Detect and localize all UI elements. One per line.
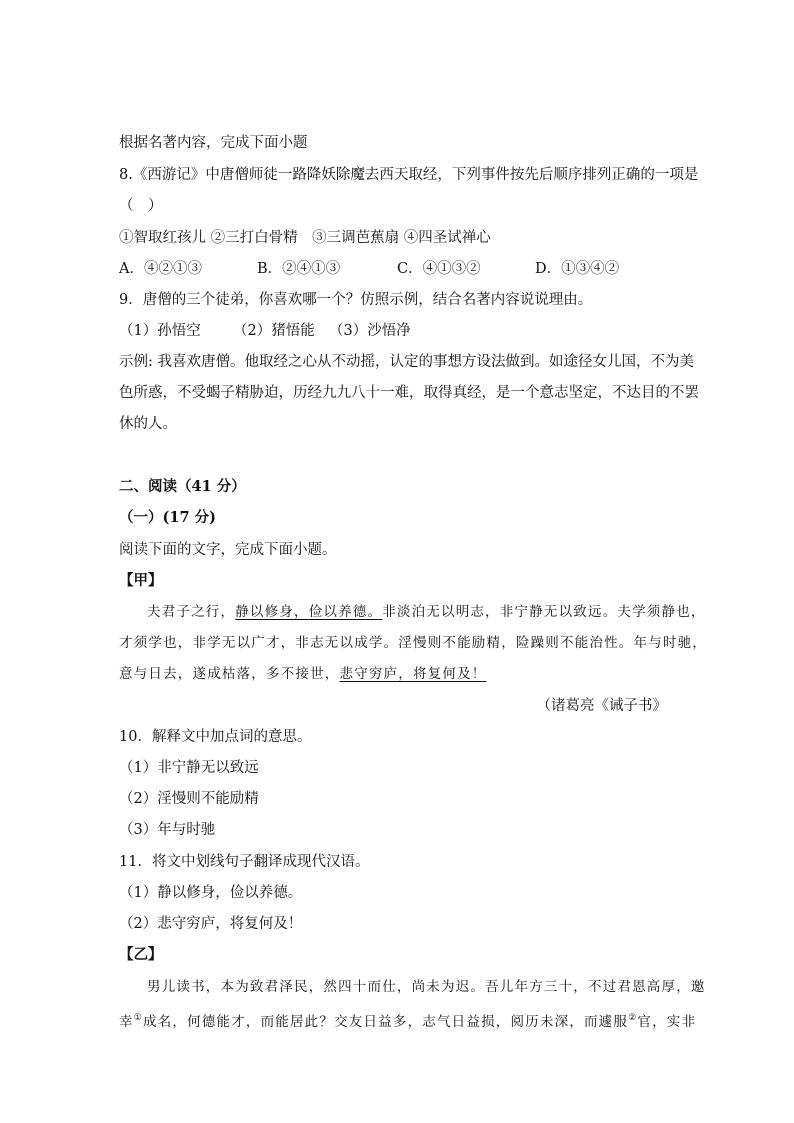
question-11-item-1: （1）静以修身，俭以养德。 [119, 885, 303, 901]
question-11-item-2: （2）悲守穷庐，将复何及！ [119, 916, 303, 932]
question-9-example-line-1: 示例: 我喜欢唐僧。他取经之心从不动摇，认定的事想方设法做到。如途径女儿国，不为美 [119, 354, 694, 370]
passage-yi-line-1: 男儿读书，本为致君泽民，然四十而仕，尚未为迟。吾儿年方三十，不过君恩高厚，邀 [147, 979, 706, 995]
passage-jia-label: 【甲】 [119, 572, 163, 589]
passage-yi-label: 【乙】 [119, 946, 163, 963]
question-10: 10．解释文中加点词的意思。 [119, 729, 312, 745]
question-10-item-1: （1）非宁静无以致远 [119, 760, 259, 776]
passage-jia-line-3: 意与日去，遂成枯落，多不接世，悲守穷庐，将复何及！ [119, 666, 487, 682]
passage-jia-line-2: 才须学也，非学无以广才，非志无以成学。淫慢则不能励精，险躁则不能治性。年与时驰， [119, 635, 707, 651]
question-9-example-line-3: 休的人。 [119, 416, 177, 432]
footnote-marker-1: ① [133, 1013, 143, 1023]
footnote-marker-2: ② [628, 1013, 638, 1023]
item-1: （1）孙悟空 [119, 323, 201, 339]
item-2: （2）猪悟能 [233, 323, 315, 339]
question-10-item-2: （2）淫慢则不能励精 [119, 791, 259, 807]
question-8-options [119, 259, 619, 279]
question-8-events: ①智取红孩儿 ②三打白骨精 ③三调芭蕉扇 ④四圣试禅心 [119, 230, 491, 246]
question-9-example-line-2: 色所惑，不受蝎子精胁迫，历经九九八十一难，取得真经，是一个意志坚定，不达目的不罢 [119, 385, 699, 401]
question-11: 11．将文中划线句子翻译成现代汉语。 [119, 854, 370, 870]
reading-intro: 阅读下面的文字，完成下面小题。 [119, 542, 337, 558]
option-b: B．②④①③ [257, 261, 341, 277]
passage-yi-line-2: 幸①成名，何德能才，而能居此？交友日益多，志气日益损，阅历未深，而遽服②官，实非 [119, 1013, 697, 1030]
option-a: A．④②①③ [119, 261, 202, 277]
question-9: 9．唐僧的三个徒弟，你喜欢哪一个？仿照示例，结合名著内容说说理由。 [119, 292, 593, 308]
item-3: （3）沙悟净 [329, 323, 411, 339]
option-d: D．①③④② [535, 261, 620, 277]
part-1-heading: （一）(17 分) [119, 509, 216, 526]
question-9-items [119, 321, 411, 341]
passage-jia-source: （诸葛亮《诫子书》 [536, 698, 667, 714]
intro-text: 根据名著内容，完成下面小题 [119, 135, 308, 151]
question-8: 8.《西游记》中唐僧师徒一路降妖除魔去西天取经，下列事件按先后顺序排列正确的一项是 [119, 167, 699, 183]
underlined-sentence-1: 静以修身，俭以养德。 [235, 604, 383, 620]
question-8-answer-paren: （ ） [119, 198, 163, 214]
option-c: C．④①③② [397, 261, 481, 277]
section-2-heading: 二、阅读（41 分） [119, 478, 246, 495]
underlined-sentence-2: 悲守穷庐，将复何及！ [339, 666, 487, 682]
question-10-item-3: （3）年与时驰 [119, 822, 216, 838]
passage-jia-line-1: 夫君子之行，静以修身，俭以养德。非淡泊无以明志，非宁静无以致远。夫学须静也， [147, 604, 706, 620]
